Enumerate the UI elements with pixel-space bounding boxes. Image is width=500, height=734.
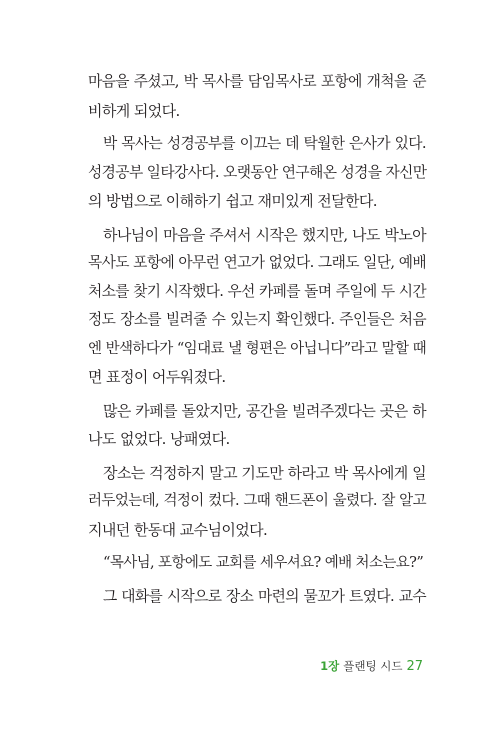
paragraph-1 xyxy=(88,68,426,125)
page-body xyxy=(88,68,426,616)
paragraph-5 xyxy=(88,459,426,545)
text-line: 나도 없었다. 낭패였다. xyxy=(88,430,230,448)
chapter-title: 플랜팅 시드 xyxy=(343,659,403,673)
text-line: “목사님, 포항에도 교회를 세우셔요? 예배 처소는요?” xyxy=(103,555,424,571)
text-line: 엔 반색하다가 “임대료 낼 형편은 아닙니다”라고 말할 때 xyxy=(88,340,426,357)
chapter-number: 1장 xyxy=(320,659,340,673)
text-line: 하나님이 마음을 주셔서 시작은 했지만, 나도 박노아 xyxy=(103,225,426,244)
text-line: 처소를 찾기 시작했다. 우선 카페를 돌며 주일에 두 시간 xyxy=(88,282,426,300)
paragraph-3 xyxy=(88,221,426,392)
page-number: 27 xyxy=(406,659,423,674)
text-line: 비하게 되었다. xyxy=(88,101,180,120)
running-footer xyxy=(0,658,423,674)
paragraph-2 xyxy=(88,130,426,216)
text-line: 목사도 포항에 아무런 연고가 없었다. 그래도 일단, 예배 xyxy=(88,254,426,271)
text-line: 면 표정이 어두워졌다. xyxy=(88,368,226,386)
text-line: 의 방법으로 이해하기 쉽고 재미있게 전달한다. xyxy=(88,192,377,210)
text-line: 박 목사는 성경공부를 이끄는 데 탁월한 은사가 있다. xyxy=(103,135,426,152)
text-line: 정도 장소를 빌려줄 수 있는지 확인했다. 주인들은 처음 xyxy=(88,311,426,328)
text-line: 마음을 주셨고, 박 목사를 담임목사로 포항에 개척을 준 xyxy=(88,73,426,90)
text-line: 성경공부 일타강사다. 오랫동안 연구해온 성경을 자신만 xyxy=(88,163,427,181)
paragraph-4 xyxy=(88,397,426,454)
text-line: 지내던 한동대 교수님이었다. xyxy=(88,520,268,539)
text-line: 러두었는데, 걱정이 컸다. 그때 핸드폰이 울렸다. 잘 알고 xyxy=(88,493,426,509)
text-line: 그 대화를 시작으로 장소 마련의 물꼬가 트였다. 교수 xyxy=(103,587,426,605)
paragraph-6 xyxy=(88,549,426,578)
paragraph-7 xyxy=(88,583,426,612)
text-line: 장소는 걱정하지 말고 기도만 하라고 박 목사에게 일 xyxy=(103,463,426,482)
text-line: 많은 카페를 돌았지만, 공간을 빌려주겠다는 곳은 하 xyxy=(103,401,426,420)
